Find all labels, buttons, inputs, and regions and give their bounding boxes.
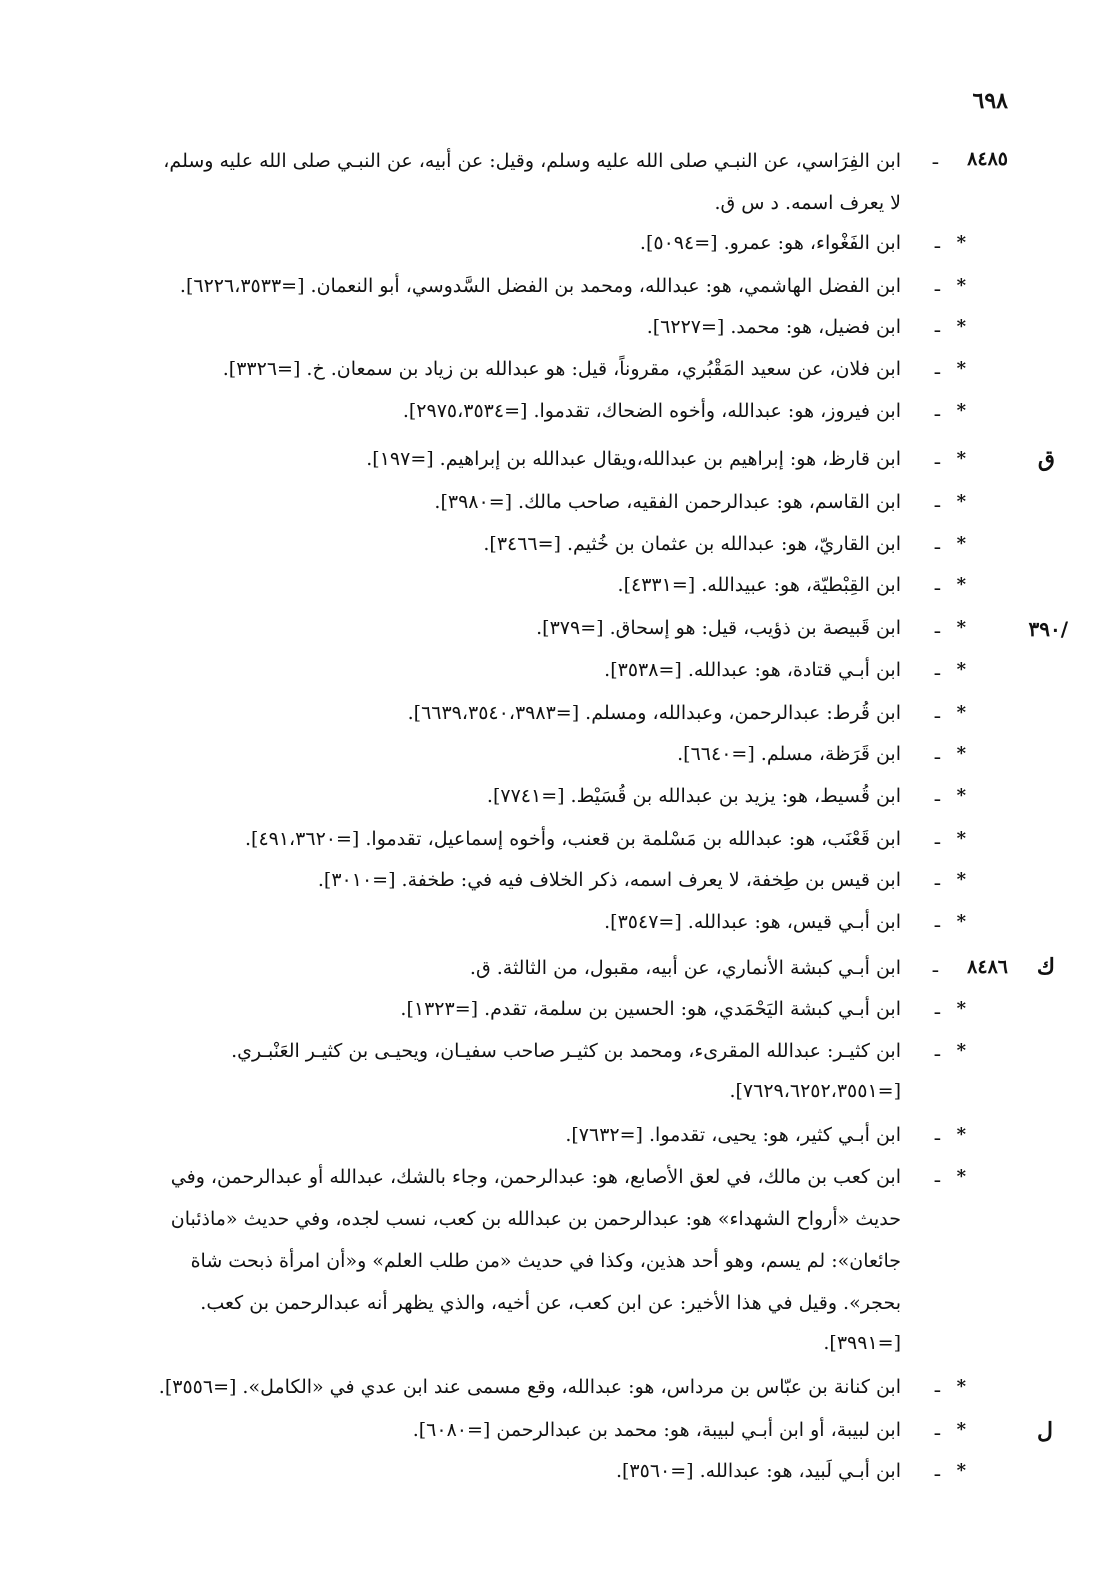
- dash: ـ: [932, 956, 938, 977]
- dash: ـ: [934, 785, 940, 806]
- entry-text: ابن فضيل، هو: محمد. [=٦٢٢٧].: [646, 316, 901, 338]
- entry-text: ابن الفَغْواء، هو: عمرو. [=٥٠٩٤].: [639, 232, 901, 254]
- star-marker: *: [956, 232, 966, 253]
- dash: ـ: [934, 1040, 940, 1061]
- dash: ـ: [934, 617, 940, 638]
- star-marker: *: [956, 1460, 966, 1481]
- entry-text: ابن قارظ، هو: إبراهيم بن عبدالله،ويقال عبدالله بن إبراهيم. [=١٩٧].: [366, 448, 901, 470]
- entry-number: ٨٤٨٥: [967, 148, 1008, 170]
- entry-text: ابن كعب بن مالك، في لعق الأصابع، هو: عبدالرحمن، وجاء بالشك، عبدالله أو عبدالرحمن، وفي: [170, 1166, 901, 1188]
- dash: ـ: [934, 400, 940, 421]
- star-marker: *: [956, 1124, 966, 1145]
- entry-text: ابن أبـي كبشة اليَحْمَدي، هو: الحسين بن سلمة، تقدم. [=١٣٢٣].: [400, 998, 901, 1020]
- dash: ـ: [934, 358, 940, 379]
- margin-letter-k: ك: [1036, 954, 1055, 980]
- page-number: ٦٩٨: [972, 88, 1008, 114]
- entry-text-continuation: بحجر». وقيل في هذا الأخير: عن ابن كعب، عن أخيه، والذي يظهر أنه عبدالرحمن بن كعب.: [200, 1292, 901, 1314]
- dash: ـ: [934, 1460, 940, 1481]
- entry-text: ابن فلان، عن سعيد المَقْبُري، مقروناً، قيل: هو عبدالله بن زياد بن سمعان. خ. [=٣٣٢٦].: [222, 358, 901, 380]
- star-marker: *: [956, 1376, 966, 1397]
- dash: ـ: [934, 1376, 940, 1397]
- star-marker: *: [956, 574, 966, 595]
- entry-text-continuation: [=٣٩٩١].: [823, 1332, 901, 1354]
- star-marker: *: [956, 998, 966, 1019]
- dash: ـ: [934, 275, 940, 296]
- star-marker: *: [956, 358, 966, 379]
- star-marker: *: [956, 617, 966, 638]
- entry-text: ابن فيروز، هو: عبدالله، وأخوه الضحاك، تقدموا. [=٢٩٧٥،٣٥٣٤].: [402, 400, 901, 422]
- star-marker: *: [956, 1166, 966, 1187]
- entry-text: ابن قيس بن طِخفة، لا يعرف اسمه، ذكر الخلاف فيه في: طخفة. [=٣٠١٠].: [317, 869, 901, 891]
- entry-text: ابن قَعْنَب، هو: عبدالله بن مَسْلمة بن قعنب، وأخوه إسماعيل، تقدموا. [=٤٩١،٣٦٢٠].: [244, 828, 901, 850]
- entry-text: ابن الفِرَاسي، عن النبـي صلى الله عليه وسلم، وقيل: عن أبيه، عن النبـي صلى الله عليه وسلم،: [163, 150, 901, 172]
- dash: ـ: [934, 869, 940, 890]
- star-marker: *: [956, 911, 966, 932]
- entry-text: ابن القاريّ، هو: عبدالله بن عثمان بن خُثيم. [=٣٤٦٦].: [483, 533, 901, 555]
- entry-text: ابن أبـي قيس، هو: عبدالله. [=٣٥٤٧].: [604, 911, 901, 933]
- star-marker: *: [956, 316, 966, 337]
- star-marker: *: [956, 1040, 966, 1061]
- dash: ـ: [934, 533, 940, 554]
- entry-text: ابن قَرَظة، مسلم. [=٦٦٤٠].: [677, 743, 901, 765]
- dash: ـ: [934, 911, 940, 932]
- entry-text: ابن الفضل الهاشمي، هو: عبدالله، ومحمد بن الفضل السَّدوسي، أبو النعمان. [=٦٢٢٦،٣٥٣٣].: [179, 275, 901, 297]
- dash: ـ: [934, 659, 940, 680]
- entry-text: ابن أبـي قتادة، هو: عبدالله. [=٣٥٣٨].: [604, 659, 901, 681]
- entry-text-continuation: لا يعرف اسمه. د س ق.: [714, 192, 901, 214]
- dash: ـ: [934, 702, 940, 723]
- dash: ـ: [934, 1124, 940, 1145]
- star-marker: *: [956, 785, 966, 806]
- dash: ـ: [934, 574, 940, 595]
- entry-text: ابن قَبيصة بن ذؤيب، قيل: هو إسحاق. [=٣٧٩].: [536, 617, 901, 639]
- margin-letter-q: ق: [1037, 446, 1055, 472]
- dash: ـ: [934, 998, 940, 1019]
- dash: ـ: [934, 232, 940, 253]
- entry-text: ابن لبيبة، أو ابن أبـي لبيبة، هو: محمد بن عبدالرحمن [=٦٠٨٠].: [412, 1419, 901, 1441]
- star-marker: *: [956, 743, 966, 764]
- dash: ـ: [934, 448, 940, 469]
- entry-text-continuation: حديث «أرواح الشهداء» هو: عبدالرحمن بن عبدالله بن كعب، نسب لجده، وفي حديث «ماذئبان: [170, 1208, 901, 1230]
- star-marker: *: [956, 275, 966, 296]
- entry-text: ابن القاسم، هو: عبدالرحمن الفقيه، صاحب مالك. [=٣٩٨٠].: [434, 491, 901, 513]
- entry-text: ابن القِبْطيّة، هو: عبيدالله. [=٤٣٣١].: [617, 574, 901, 596]
- star-marker: *: [956, 1419, 966, 1440]
- dash: ـ: [934, 491, 940, 512]
- dash: ـ: [934, 1166, 940, 1187]
- star-marker: *: [956, 491, 966, 512]
- entry-number: ٨٤٨٦: [967, 956, 1008, 978]
- margin-letter-l: ل: [1037, 1418, 1053, 1444]
- star-marker: *: [956, 533, 966, 554]
- margin-reference: /٣٩٠: [1028, 617, 1068, 641]
- star-marker: *: [956, 702, 966, 723]
- dash: ـ: [934, 828, 940, 849]
- dash: ـ: [934, 316, 940, 337]
- star-marker: *: [956, 448, 966, 469]
- entry-text: ابن أبـي لَبيد، هو: عبدالله. [=٣٥٦٠].: [615, 1460, 901, 1482]
- star-marker: *: [956, 828, 966, 849]
- dash: ـ: [934, 743, 940, 764]
- star-marker: *: [956, 659, 966, 680]
- entry-text: ابن قُسيط، هو: يزيد بن عبدالله بن قُسَيْط. [=٧٧٤١].: [486, 785, 901, 807]
- entry-text: ابن كثيـر: عبدالله المقرىء، ومحمد بن كثيـر صاحب سفيـان، ويحيـى بن كثيـر العَنْبـري.: [231, 1040, 901, 1062]
- entry-text: ابن أبـي كثير، هو: يحيى، تقدموا. [=٧٦٣٢].: [565, 1124, 901, 1146]
- dash: ـ: [932, 148, 938, 169]
- entry-text: ابن كنانة بن عبّاس بن مرداس، هو: عبدالله، وقع مسمى عند ابن عدي في «الكامل». [=٣٥٥٦].: [158, 1376, 901, 1398]
- entry-text-continuation: [=٧٦٢٩،٦٢٥٢،٣٥٥١].: [729, 1080, 901, 1102]
- entry-text: ابن قُرط: عبدالرحمن، وعبدالله، ومسلم. [=٦٦٣٩،٣٥٤٠،٣٩٨٣].: [407, 702, 901, 724]
- star-marker: *: [956, 400, 966, 421]
- star-marker: *: [956, 869, 966, 890]
- entry-text: ابن أبـي كبشة الأنماري، عن أبيه، مقبول، من الثالثة. ق.: [469, 957, 901, 979]
- dash: ـ: [934, 1419, 940, 1440]
- entry-text-continuation: جائعان»: لم يسم، وهو أحد هذين، وكذا في حديث «من طلب العلم» و«أن امرأة ذبحت شاة: [190, 1250, 901, 1272]
